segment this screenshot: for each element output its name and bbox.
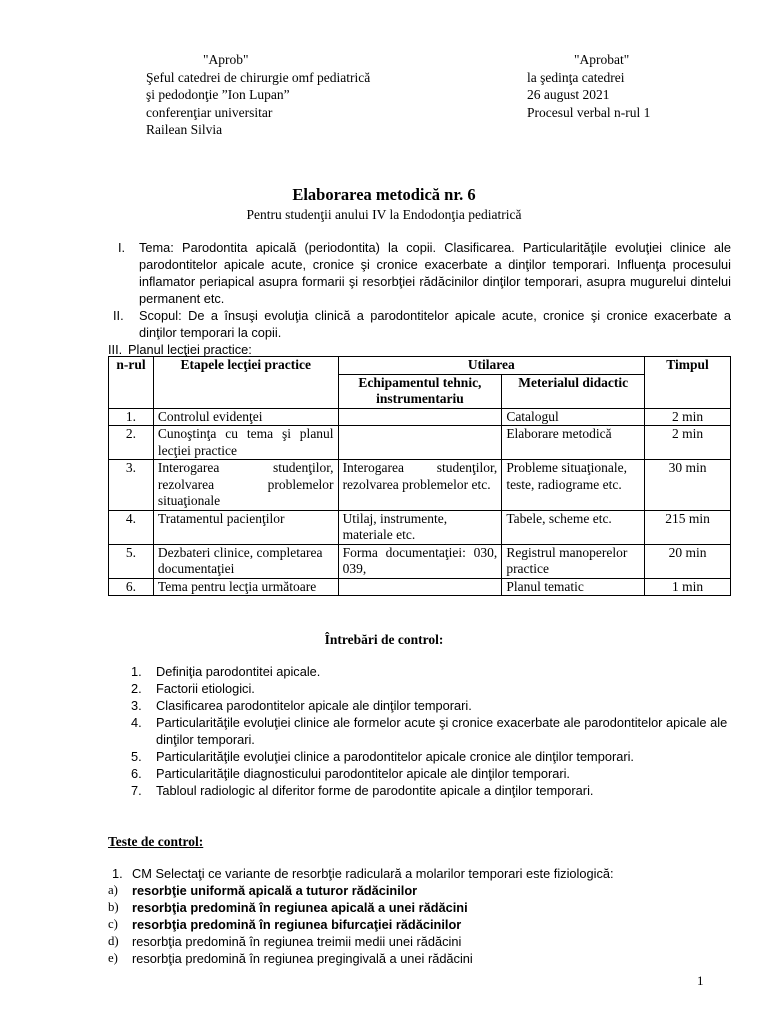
cell-didactic: Tabele, scheme etc.: [502, 510, 645, 544]
list-item: [108, 663, 731, 680]
item-number: 5.: [131, 749, 142, 764]
section-number: III.: [108, 342, 123, 357]
cell-nr: 2.: [109, 426, 154, 460]
approval-block-left: [146, 51, 370, 139]
section-text: Scopul: De a însuşi evoluţia clinică a parodontitelor apicale acute, cronice şi cronice exacerbate a dinţilor temporari la copii.: [139, 308, 731, 340]
item-number: 4.: [131, 715, 142, 730]
cell-stage: Tratamentul pacienţilor: [153, 510, 338, 544]
approver-name: Railean Silvia: [146, 122, 223, 137]
control-questions-list: [108, 663, 731, 799]
section-text: Tema: Parodontita apicală (periodontita) la copii. Clasificarea. Particularităţile evoluţiei clinice ale parodontitelor apicale acute, cronice şi cronice exacerbate a dinţilor temporari. Influenţa procesului inflamator periapical asupra formarii şi resorbţiei rădăcinilor dinţilor temporari, asupra mugurelui dintelui permanent etc.: [139, 240, 731, 306]
section-number: II.: [113, 308, 124, 323]
table-row: [109, 544, 731, 578]
list-item: [108, 714, 731, 748]
list-item: [108, 697, 731, 714]
approval-protocol: Procesul verbal n-rul 1: [527, 104, 651, 120]
approved-label: "Aprobat": [574, 52, 630, 67]
option-letter: a): [108, 883, 118, 897]
cell-time: 2 min: [645, 408, 731, 426]
option-text: resorbţia predomină în regiunea treimii medii unei rădăcini: [132, 934, 462, 949]
cell-tech: Forma documentaţiei: 030, 039,: [338, 544, 502, 578]
cell-stage: Interogarea studenţilor, rezolvarea problemelor situaţionale: [153, 460, 338, 511]
item-number: 3.: [131, 698, 142, 713]
item-number: 6.: [131, 766, 142, 781]
control-tests-title: Teste de control:: [108, 834, 204, 849]
test-question: [108, 865, 731, 882]
section-goal: [108, 307, 731, 341]
section-topic: [108, 239, 731, 307]
test-option: [108, 950, 731, 967]
document-title: Elaborarea metodică nr. 6: [292, 185, 476, 204]
cell-didactic: Planul tematic: [502, 578, 645, 596]
cell-didactic: Probleme situaţionale, teste, radiograme etc.: [502, 460, 645, 511]
header-equipment: Utilarea: [338, 357, 645, 375]
item-text: Tabloul radiologic al diferitor forme de parodontite apicale a dinţilor temporari.: [156, 783, 594, 798]
cell-time: 20 min: [645, 544, 731, 578]
test-option: [108, 899, 731, 916]
item-number: 2.: [131, 681, 142, 696]
header-nr: n-rul: [109, 357, 154, 409]
option-text: resorbţia predomină în regiunea pregingivală a unei rădăcini: [132, 951, 473, 966]
cell-nr: 1.: [109, 408, 154, 426]
lesson-plan-table: [108, 356, 731, 596]
cell-time: 215 min: [645, 510, 731, 544]
item-text: Particularităţile diagnosticului parodontitelor apicale ale dinţilor temporari.: [156, 766, 570, 781]
option-letter: e): [108, 951, 118, 965]
cell-time: 30 min: [645, 460, 731, 511]
table-row: [109, 578, 731, 596]
control-tests: [108, 865, 731, 967]
option-letter: b): [108, 900, 119, 914]
option-text: resorbţie uniformă apicală a tuturor rădăcinilor: [132, 883, 418, 898]
item-number: 7.: [131, 783, 142, 798]
table-header-row: [109, 357, 731, 375]
cell-time: 1 min: [645, 578, 731, 596]
approval-meeting: la şedinţa catedrei: [527, 69, 625, 85]
test-option: [108, 933, 731, 950]
section-number: I.: [118, 240, 126, 255]
item-text: Clasificarea parodontitelor apicale ale dinţilor temporari.: [156, 698, 472, 713]
cell-nr: 6.: [109, 578, 154, 596]
test-text: CM Selectaţi ce variante de resorbţie radiculară a molarilor temporari este fiziologică:: [132, 866, 614, 881]
header-time: Timpul: [645, 357, 731, 409]
cell-tech: Interogarea studenţilor, rezolvarea problemelor etc.: [338, 460, 502, 511]
test-option: [108, 916, 731, 933]
table-row: [109, 460, 731, 511]
header-didactic: Meterialul didactic: [502, 374, 645, 408]
cell-stage: Cunoştinţa cu tema şi planul lecţiei practice: [153, 426, 338, 460]
cell-nr: 5.: [109, 544, 154, 578]
list-item: [108, 680, 731, 697]
item-number: 1.: [131, 664, 142, 679]
cell-stage: Dezbateri clinice, completarea documentaţiei: [153, 544, 338, 578]
option-letter: d): [108, 934, 119, 948]
document-subtitle: Pentru studenţii anului IV la Endodonţia pediatrică: [246, 207, 522, 222]
cell-didactic: Catalogul: [502, 408, 645, 426]
control-questions-title: Întrebări de control:: [324, 632, 444, 647]
test-number: 1.: [112, 866, 123, 881]
option-letter: c): [108, 917, 118, 931]
item-text: Particularităţile evoluţiei clinice a parodontitelor apicale cronice ale dinţilor temporari.: [156, 749, 634, 764]
cell-stage: Tema pentru lecţia următoare: [153, 578, 338, 596]
item-text: Definiţia parodontitei apicale.: [156, 664, 321, 679]
item-text: Particularităţile evoluţiei clinice ale formelor acute şi cronice exacerbate ale parodontitelor apicale ale dinţilor temporari.: [156, 715, 728, 747]
cell-tech: [338, 426, 502, 460]
item-text: Factorii etiologici.: [156, 681, 255, 696]
list-item: [108, 765, 731, 782]
cell-nr: 3.: [109, 460, 154, 511]
cell-didactic: Elaborare metodică: [502, 426, 645, 460]
approver-position: Şeful catedrei de chirurgie omf pediatrică: [146, 69, 371, 85]
approval-block-right: [527, 51, 650, 121]
page-number: 1: [697, 973, 704, 988]
header-tech: Echipamentul tehnic, instrumentariu: [338, 374, 502, 408]
sections: [108, 239, 731, 358]
table-row: [109, 510, 731, 544]
approver-department: şi pedodonţie ”Ion Lupan”: [146, 87, 290, 102]
cell-time: 2 min: [645, 426, 731, 460]
approver-title: conferenţiar universitar: [146, 104, 273, 120]
option-text: resorbţia predomină în regiunea bifurcaţiei rădăcinilor: [132, 917, 462, 932]
table-row: [109, 408, 731, 426]
approval-date: 26 august 2021: [527, 87, 610, 102]
cell-didactic: Registrul manoperelor practice: [502, 544, 645, 578]
cell-nr: 4.: [109, 510, 154, 544]
cell-tech: [338, 408, 502, 426]
table-row: [109, 426, 731, 460]
cell-stage: Controlul evidenţei: [153, 408, 338, 426]
header-stage: Etapele lecţiei practice: [153, 357, 338, 409]
list-item: [108, 782, 731, 799]
section-text: Planul lecţiei practice:: [128, 342, 252, 357]
test-option: [108, 882, 731, 899]
cell-tech: [338, 578, 502, 596]
option-text: resorbţia predomină în regiunea apicală a unei rădăcini: [132, 900, 468, 915]
list-item: [108, 748, 731, 765]
approval-label: "Aprob": [203, 52, 249, 67]
cell-tech: Utilaj, instrumente, materiale etc.: [338, 510, 502, 544]
